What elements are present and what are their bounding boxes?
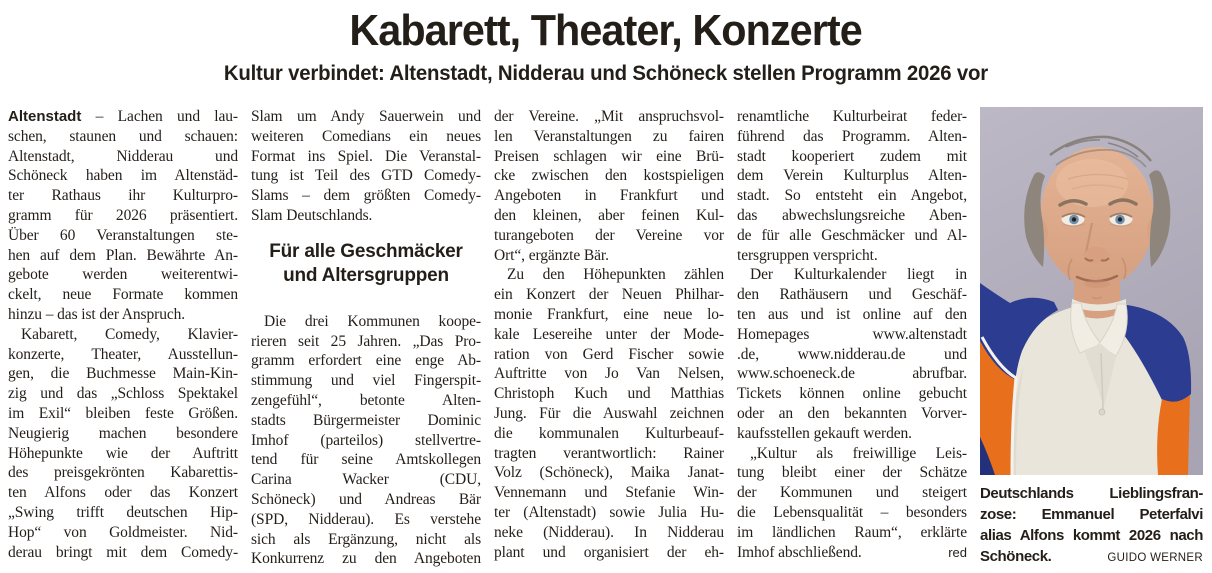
article-line: Schöneck haben im Altenstäd-	[8, 167, 238, 185]
article-line: ein Konzert der Neuen Philhar-	[494, 286, 724, 304]
article-line: Preisen schlagen wir eine Brü-	[494, 147, 724, 165]
article-line: die kommunalen Kulturbeauf-	[494, 424, 724, 442]
article-line-text: Imhof abschließend.	[737, 543, 862, 561]
article-line: Ort“, ergänzte Bär.	[494, 246, 609, 264]
article-line: schen, staunen und schauen:	[8, 127, 238, 145]
article-line: der Kommunen und steigert	[737, 484, 967, 502]
article-line: www.schoeneck.de abrufbar.	[737, 365, 967, 383]
article-line	[737, 543, 967, 563]
dateline: Altenstadt	[8, 108, 82, 125]
article-line: gramm für 2026 präsentiert.	[8, 206, 238, 224]
article-line: Angeboten in Frankfurt und	[494, 187, 724, 205]
caption-line: zose: Emmanuel Peterfalvi	[980, 506, 1203, 523]
author-signoff: red	[948, 544, 967, 560]
article-line: Volz (Schöneck), Maika Janat-	[494, 464, 724, 482]
article-line: sich als Ergänzung, nicht als	[251, 530, 481, 548]
article-line: „Swing trifft deutschen Hip-	[8, 503, 238, 521]
article-line: stimmung und viel Fingerspit-	[251, 372, 481, 390]
article-line: ten aus und ist online auf den	[737, 305, 967, 323]
article-line: zengefühl“, betonte Alten-	[251, 391, 481, 409]
subheading-line: Für alle Geschmäcker	[269, 240, 463, 262]
article-line: Slams – dem größten Comedy-	[251, 187, 481, 205]
subheadline-text: Kultur verbindet: Altenstadt, Nidderau und Schöneck stellen Programm 2026 vor	[223, 62, 989, 85]
article-line: stadts Bürgermeister Dominic	[251, 411, 481, 429]
subheadline	[0, 60, 1212, 88]
article-body	[0, 107, 1212, 569]
portrait-photo	[980, 107, 1203, 475]
photo-figure	[980, 107, 1203, 569]
article-line: Homepages www.altenstadt	[737, 325, 967, 343]
article-line: Slam um Andy Sauerwein und	[251, 108, 481, 125]
article-line: kale Lesereihe unter der Mode-	[494, 325, 724, 343]
article-line: Neugierig machen besondere	[8, 424, 238, 442]
article-column-1	[8, 107, 238, 569]
article-line: des preisgekrönten Kabarettis-	[8, 464, 238, 482]
article-line: Slam Deutschlands.	[251, 206, 373, 224]
article-line: der Vereine. „Mit anspruchsvol-	[494, 108, 724, 125]
photo-credit: GUIDO WERNER	[1107, 552, 1203, 564]
article-line: das abwechslungsreiche Aben-	[737, 206, 967, 224]
article-line: dem Verein Kulturplus Alten-	[737, 167, 967, 185]
article-line: turangeboten der Vereine vor	[494, 226, 724, 244]
article-line: den Rathäusern und Geschäf-	[737, 286, 967, 304]
article-line: Höhepunkte wie der Auftritt	[8, 444, 238, 462]
article-line: die Lebensqualität – besonders	[737, 503, 967, 521]
article-line: hinzu – das ist der Anspruch.	[8, 305, 186, 323]
article-line: oder an den bekannten Vorver-	[737, 404, 967, 422]
article-line: stadt. So entsteht ein Angebot,	[737, 187, 967, 205]
article-line: tung bleibt einer der Schätze	[737, 464, 967, 482]
article-line: Format ins Spiel. Die Veranstal-	[251, 147, 481, 165]
article-line: Christoph Kuch und Matthias	[494, 385, 724, 403]
article-line: stadt kooperiert zudem mit	[737, 147, 967, 165]
article-column-2	[251, 107, 481, 569]
subheading-line: und Altersgruppen	[283, 264, 449, 286]
article-line: kaufsstellen gekauft werden.	[737, 424, 912, 442]
article-line: im Exil“ bleiben feste Größen.	[8, 404, 238, 422]
article-line: derau bringt mit dem Comedy-	[8, 543, 238, 561]
article-line: gebote werden weiterentwi-	[8, 266, 238, 284]
article-column-4	[737, 107, 967, 569]
article-line: Konkurrenz zu den Angeboten	[251, 550, 481, 568]
article-line: tend für seine Amtskollegen	[251, 451, 481, 469]
article-line: Altenstadt, Nidderau und	[8, 147, 238, 165]
article-line: weiteren Comedians ein neues	[251, 127, 481, 145]
article-line: zig und das „Schloss Spektakel	[8, 385, 238, 403]
article-line: (SPD, Nidderau). Es verstehe	[251, 510, 481, 528]
article-line: Auftritte von Jo Van Nelsen,	[494, 365, 724, 383]
headline	[0, 6, 1212, 56]
article-line: Altenstadt – Lachen und lau-	[8, 108, 238, 125]
article-line: ckelt, neue Formate kommen	[8, 286, 238, 304]
photo-caption	[980, 483, 1203, 567]
caption-line: alias Alfons kommt 2026 nach	[980, 527, 1203, 544]
article-column-3	[494, 107, 724, 569]
article-line: tersgruppen verspricht.	[737, 246, 878, 264]
article-line: den kleinen, aber feinen Kul-	[494, 206, 724, 224]
headline-text: Kabarett, Theater, Konzerte	[349, 6, 863, 55]
article-line: „Kultur als freiwillige Leis-	[750, 444, 967, 462]
article-line: im ländlichen Raum“, erklärte	[737, 523, 967, 541]
article-line: ten Alfons oder das Konzert	[8, 484, 238, 502]
article-line: monie Frankfurt, eine neue lo-	[494, 305, 724, 323]
article-line: Kabarett, Comedy, Klavier-	[21, 325, 238, 343]
caption-line: Deutschlands Lieblingsfran-	[980, 485, 1203, 502]
article-line: Carina Wacker (CDU,	[251, 471, 481, 489]
article-line: Hop“ von Goldmeister. Nid-	[8, 523, 238, 541]
article-line: neke (Nidderau). In Nidderau	[494, 523, 724, 541]
article-line: tung ist Teil des GTD Comedy-	[251, 167, 481, 185]
article-line: Jung. Für die Auswahl zeichnen	[494, 404, 724, 422]
article-line: Der Kulturkalender liegt in	[750, 266, 967, 284]
article-header	[0, 0, 1212, 88]
section-subheading	[251, 240, 481, 288]
article-line: Zu den Höhepunkten zählen	[507, 266, 724, 284]
article-line: Die drei Kommunen koope-	[264, 312, 481, 330]
article-line: ter Rathaus ihr Kulturpro-	[8, 187, 238, 205]
article-line: Über 60 Veranstaltungen ste-	[8, 226, 238, 244]
article-line: ter (Altenstadt) sowie Julia Hu-	[494, 503, 724, 521]
article-line: cke zwischen den kostspieligen	[494, 167, 724, 185]
article-line: tragten verantwortlich: Rainer	[494, 444, 724, 462]
article-line: Tickets können online gebucht	[737, 385, 967, 403]
caption-text: Schöneck.	[980, 548, 1052, 565]
article-line: Vennemann und Stefanie Win-	[494, 484, 724, 502]
article-line: gramm erfordert eine enge Ab-	[251, 352, 481, 370]
article-line: Imhof (parteilos) stellvertre-	[251, 431, 481, 449]
article-line: ration von Gerd Fischer sowie	[494, 345, 724, 363]
article-line: de für alle Geschmäcker und Al-	[737, 226, 967, 244]
article-line: Schöneck) und Andreas Bär	[251, 490, 481, 508]
caption-last-line	[980, 546, 1203, 567]
article-line: plant und organisiert der eh-	[494, 543, 724, 561]
article-line: konzerte, Theater, Ausstellun-	[8, 345, 238, 363]
article-line: gen, die Buchmesse Main-Kin-	[8, 365, 238, 383]
article-line: len Veranstaltungen zu fairen	[494, 127, 724, 145]
article-line: .de, www.nidderau.de und	[737, 345, 967, 363]
article-line: hen auf dem Plan. Bewährte An-	[8, 246, 238, 264]
article-line: rieren seit 25 Jahren. „Das Pro-	[251, 332, 481, 350]
article-line: führend das Programm. Alten-	[737, 127, 967, 145]
article-line: renamtliche Kulturbeirat feder-	[737, 108, 967, 125]
